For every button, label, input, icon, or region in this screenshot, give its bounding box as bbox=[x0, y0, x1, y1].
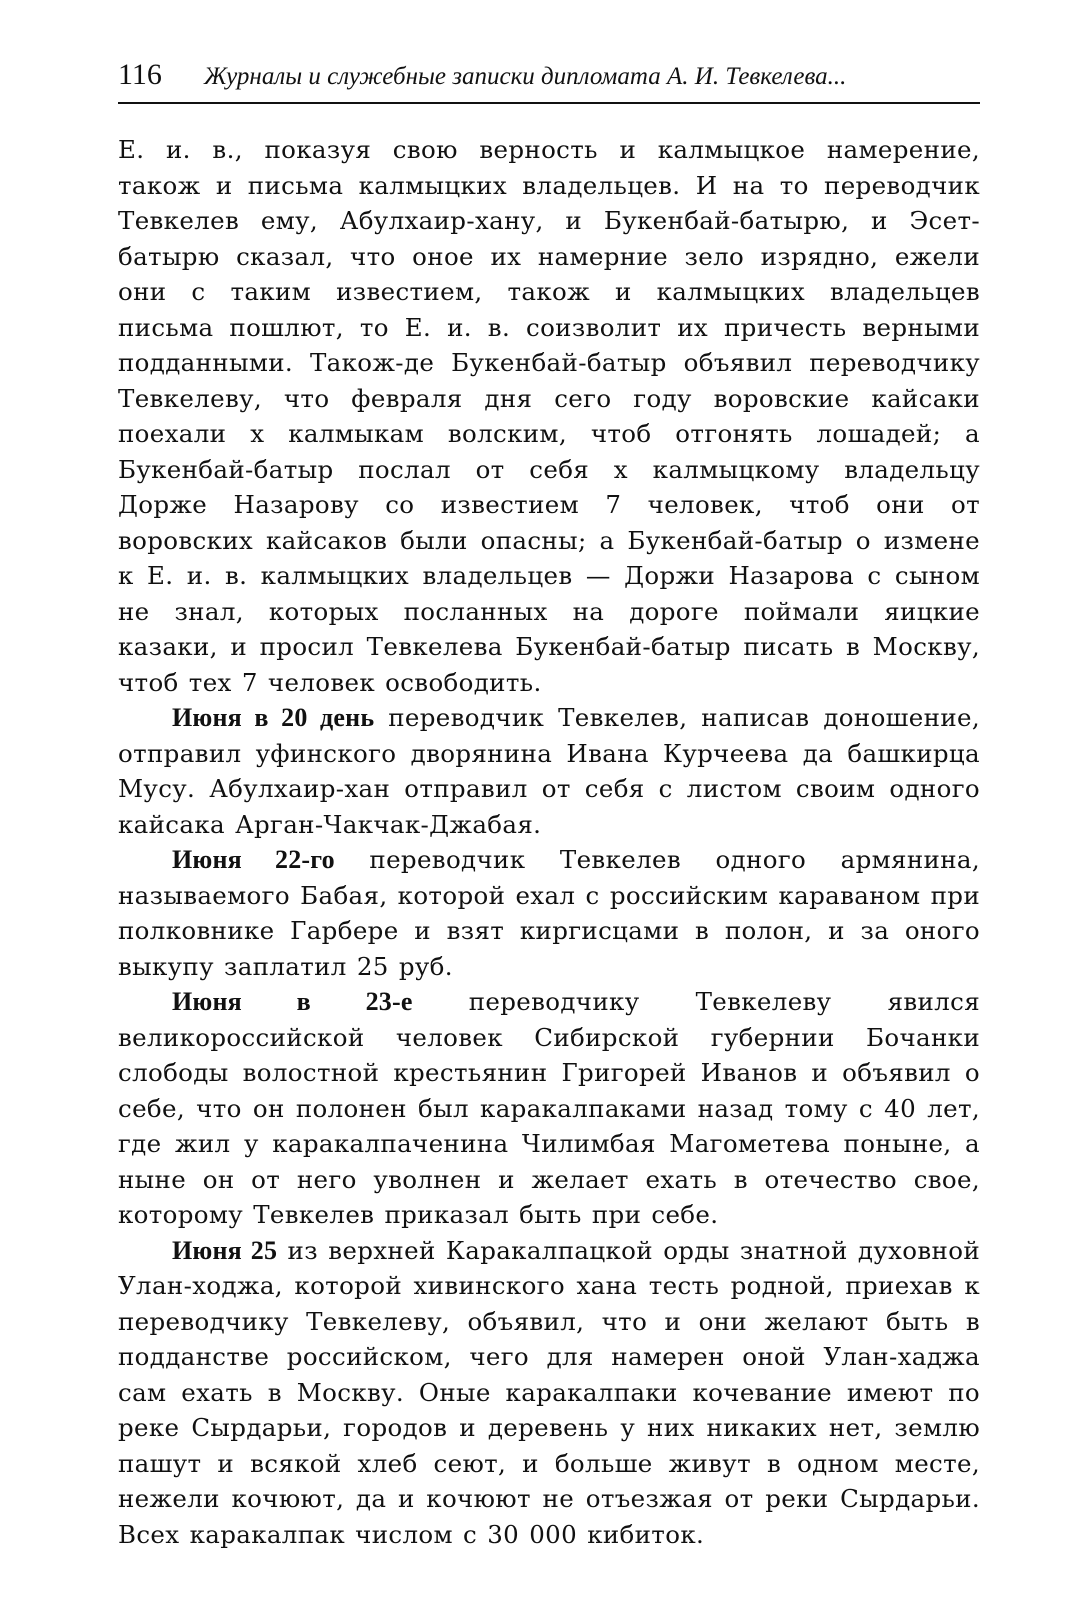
date-lead: Июня в 23-е bbox=[172, 987, 413, 1016]
page-header bbox=[118, 58, 980, 98]
paragraph-text: переводчик Тевкелев, написав доношение, отправил уфинского дворянина Ивана Курчеева да башкирца Мусу. Абулхаир-хан отправил от себя с листом своим одного кайсака Арган-Чакчак-Джабая. bbox=[118, 703, 980, 839]
date-lead: Июня 22-го bbox=[172, 845, 335, 874]
paragraph-text: Е. и. в., показуя свою верность и калмыцкое намерение, також и письма калмыцких владельцев. И на то переводчик Тевкелев ему, Абулхаир-хану, и Букенбай-батырю, и Эсет-батырю сказал, что оное их намерние зело изрядно, ежели они с таким известием, також и калмыцких владельцев письма пошлют, то Е. и. в. соизволит их причесть верными подданными. Також-де Букенбай-батыр объявил переводчику Тевкелеву, что февраля дня сего году воровские кайсаки поехали х калмыкам волским, чтоб отгонять лошадей; а Букенбай-батыр послал от себя х калмыцкому владельцу Дорже Назарову со известием 7 человек, чтоб они от воровских кайсаков были опасны; а Букенбай-батыр о измене к Е. и. в. калмыцких владельцев — Доржи Назарова с сыном не знал, которых посланных на дороге поймали яицкие казаки, и просил Тевкелева Букенбай-батыр писать в Москву, чтоб тех 7 человек освободить. bbox=[118, 135, 980, 697]
header-rule bbox=[118, 102, 980, 104]
paragraph-text: переводчик Тевкелев одного армянина, называемого Бабая, которой ехал с российским караваном при полковнике Гарбере и взят киргисцами в полон, и за оного выкупу заплатил 25 руб. bbox=[118, 845, 980, 981]
paragraph bbox=[118, 984, 980, 1233]
paragraph-text: из верхней Каракалпацкой орды знатной духовной Улан-ходжа, которой хивинского хана тесть родной, приехав к переводчику Тевкелеву, объявил, что и они желают быть в подданстве российском, чего для намерен оной Улан-хаджа сам ехать в Москву. Оные каракалпаки кочевание имеют по реке Сырдарьи, городов и деревень у них никаких нет, землю пашут и всякой хлеб сеют, и больше живут в одном месте, нежели кочюют, да и кочюют не отъезжая от реки Сырдарьи. Всех каракалпак числом с 30 000 кибиток. bbox=[118, 1235, 981, 1549]
running-title: Журналы и служебные записки дипломата А. И. Тевкелева... bbox=[204, 63, 847, 90]
paragraph-text: переводчику Тевкелеву явился великороссийской человек Сибирской губернии Бочанки слободы волостной крестьянин Григорей Иванов и объявил о себе, что он полонен был каракалпаками назад тому с 40 лет, где жил у каракалпаченина Чилимбая Магометева поныне, а ныне он от него уволнен и желает ехать в отечество свое, которому Тевкелев приказал быть при себе. bbox=[118, 987, 981, 1229]
paragraph bbox=[118, 132, 980, 700]
date-lead: Июня 25 bbox=[172, 1235, 278, 1265]
page-number: 116 bbox=[118, 58, 162, 91]
paragraph bbox=[118, 700, 980, 842]
paragraph bbox=[118, 842, 980, 984]
body-text bbox=[118, 132, 980, 1552]
date-lead: Июня в 20 день bbox=[172, 703, 375, 732]
book-page bbox=[118, 58, 980, 1552]
paragraph bbox=[118, 1233, 980, 1553]
